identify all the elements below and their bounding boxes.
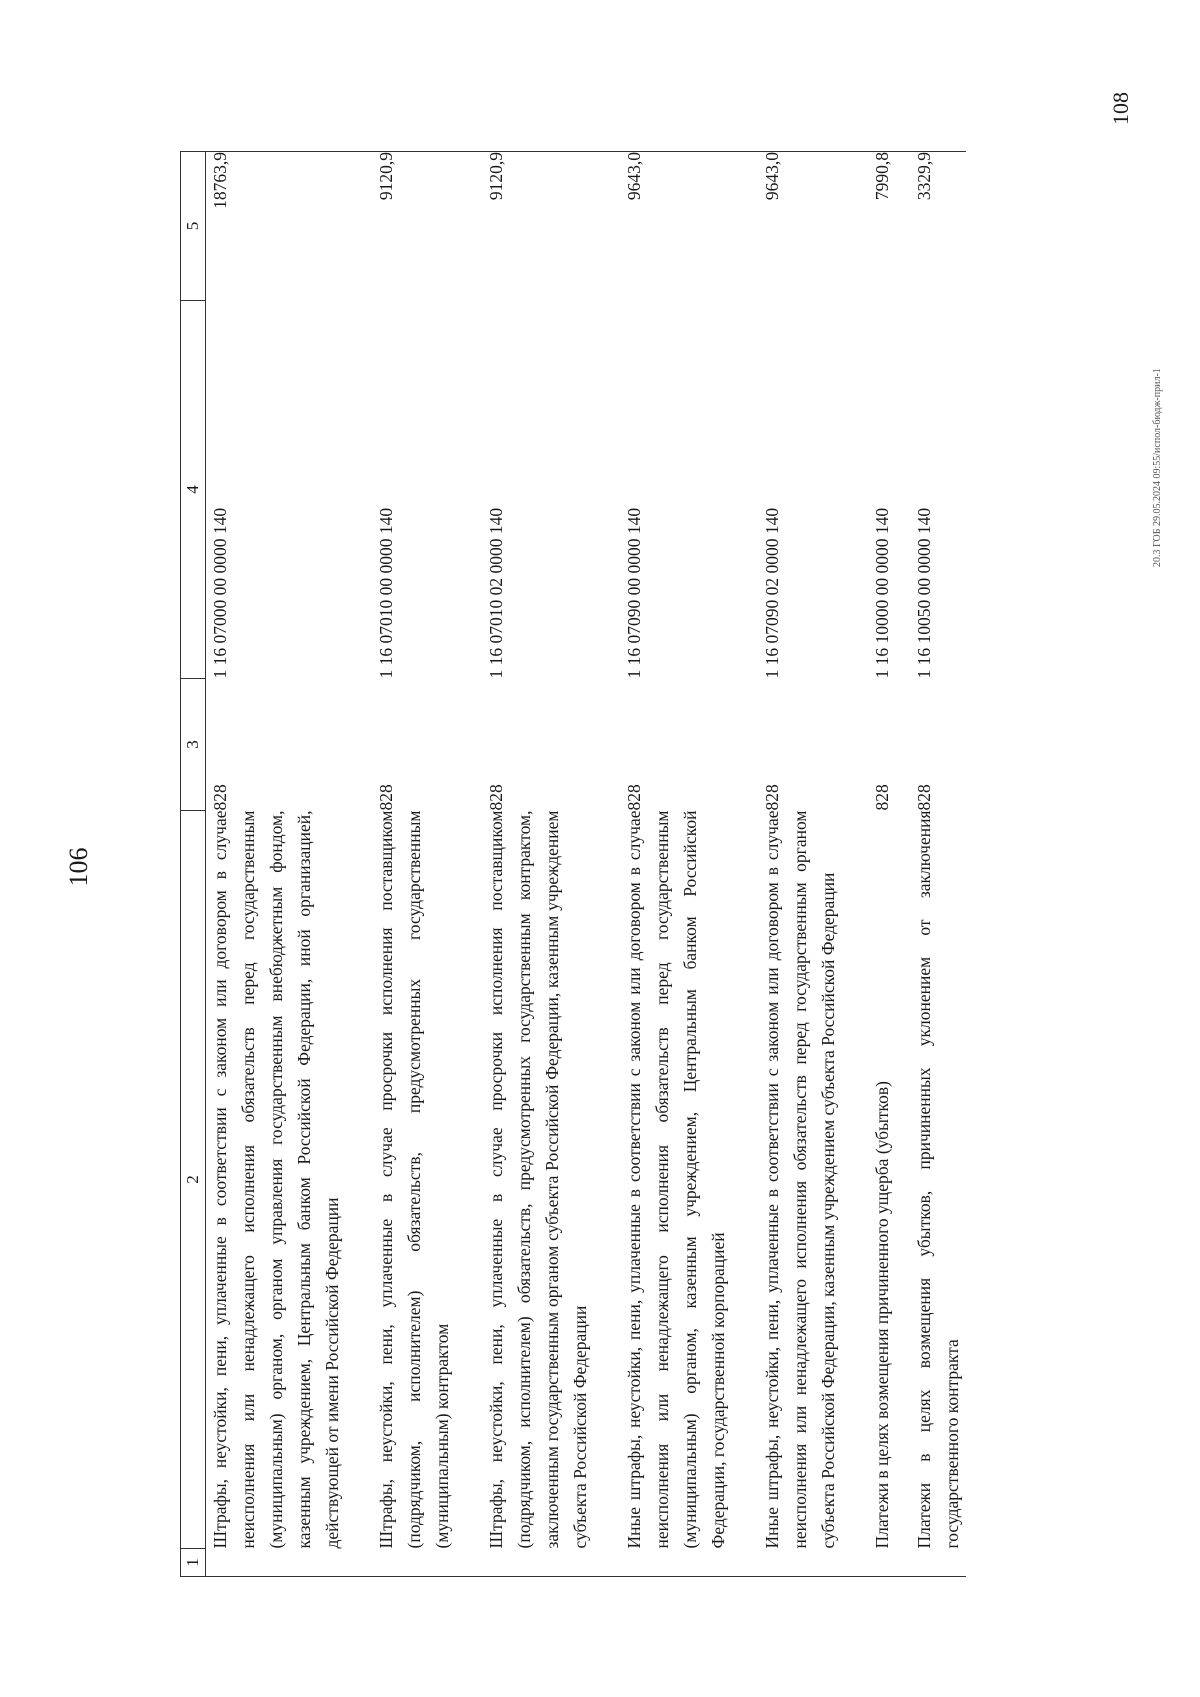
header-row	[181, 152, 206, 1577]
table-row	[206, 152, 347, 1577]
row-amount: 18763,9	[206, 152, 347, 301]
column-header-2: 2	[181, 811, 206, 1549]
row-admin-code: 828	[210, 784, 230, 811]
row-budget-code: 1 16 07090 00 0000 140	[624, 507, 644, 679]
row-budget-code: 1 16 07090 02 0000 140	[762, 507, 782, 679]
sheet-number: 108	[1108, 92, 1133, 125]
row-amount: 9643,0	[758, 152, 842, 301]
table-row	[372, 152, 456, 1577]
table-row	[758, 152, 842, 1577]
table-row	[482, 152, 594, 1577]
revenue-table	[180, 151, 966, 1577]
column-header-4: 4	[181, 301, 206, 679]
row-description: Штрафы, неустойки, пени, уплаченные в случае просрочки исполнения поставщиком (подрядчиком, исполнителем) обязательств, предусмотренных государственным контрактом, заключенным государственным органом субъекта Российской Федерации, казенным учреждением субъекта Российской Федерации	[486, 810, 590, 1549]
row-budget-code: 1 16 07000 00 0000 140	[210, 507, 230, 679]
row-budget-code: 1 16 10050 00 0000 140	[914, 507, 934, 679]
row-amount: 7990,8	[868, 152, 896, 301]
column-header-5: 5	[181, 152, 206, 301]
row-description: Штрафы, неустойки, пени, уплаченные в соответствии с законом или договором в случае неисполнения или ненадлежащего исполнения обязательств перед государственным (муниципальным) органом, органом управления государственным внебюджетным фондом, казенным учреждением, Центральным банком Российской Федерации, иной организацией, действующей от имени Российской Федерации	[210, 810, 342, 1549]
row-admin-code: 828	[914, 784, 934, 811]
table-row	[910, 152, 966, 1577]
page-number: 106	[64, 847, 93, 887]
row-admin-code: 828	[872, 784, 892, 811]
row-description: Платежи в целях возмещения убытков, причиненных уклонением от заключения государственного контракта	[914, 810, 962, 1549]
row-budget-code: 1 16 07010 02 0000 140	[486, 507, 506, 679]
table-row	[620, 152, 732, 1577]
column-header-3: 3	[181, 679, 206, 811]
row-budget-code: 1 16 07010 00 0000 140	[376, 507, 396, 679]
table-row	[868, 152, 896, 1577]
row-budget-code: 1 16 10000 00 0000 140	[872, 507, 892, 679]
row-description: Иные штрафы, неустойки, пени, уплаченные в соответствии с законом или договором в случае неисполнения или ненадлежащего исполнения обязательств перед государственным органом субъекта Российской Федерации, казенным учреждением субъекта Российской Федерации	[762, 810, 838, 1549]
column-header-1: 1	[181, 1549, 206, 1577]
row-description: Платежи в целях возмещения причиненного ущерба (убытков)	[872, 1081, 892, 1549]
row-description: Штрафы, неустойки, пени, уплаченные в случае просрочки исполнения поставщиком (подрядчиком, исполнителем) обязательств, предусмотренных государственным (муниципальным) контрактом	[376, 810, 452, 1549]
row-admin-code: 828	[762, 784, 782, 811]
footer-code: 20.3 ГОБ 29.05.2024 09:55/испол-бюдж-прил-1	[1152, 368, 1163, 567]
row-admin-code: 828	[624, 784, 644, 811]
row-admin-code: 828	[486, 784, 506, 811]
row-amount: 9120,9	[482, 152, 594, 301]
row-description: Иные штрафы, неустойки, пени, уплаченные в соответствии с законом или договором в случае неисполнения или ненадлежащего исполнения обязательств перед государственным (муниципальным) органом, казенным учреждением, Центральным банком Российской Федерации, государственной корпорацией	[624, 810, 728, 1549]
row-admin-code: 828	[376, 784, 396, 811]
row-amount: 3329,9	[910, 152, 966, 301]
row-amount: 9120,9	[372, 152, 456, 301]
row-amount: 9643,0	[620, 152, 732, 301]
